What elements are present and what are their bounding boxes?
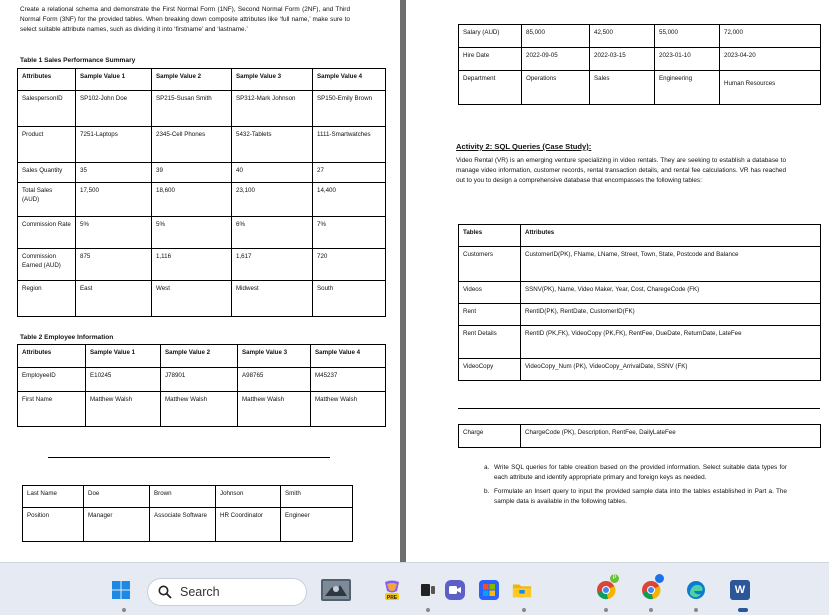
table-cell: Matthew Walsh (238, 392, 311, 427)
table-cell: A98765 (238, 368, 311, 392)
table-cell: ChargeCode (PK), Description, RentFee, DailyLateFee (521, 425, 821, 448)
table-cell: 14,400 (313, 183, 386, 217)
question-letter: b. (484, 488, 490, 495)
table-cell: Engineering (655, 71, 720, 105)
table-cell: SP312-Mark Johnson (232, 91, 313, 127)
taskbar (0, 562, 829, 615)
table-cell: 55,000 (655, 25, 720, 48)
table-cell: First Name (18, 392, 86, 427)
table-cell: Manager (84, 508, 150, 542)
table-cell: Charge (459, 425, 521, 448)
table-header: Attributes (521, 225, 821, 247)
table-cell: Brown (150, 486, 216, 508)
table-cell: Position (23, 508, 84, 542)
table-cell: 7251-Laptops (76, 127, 152, 163)
profile-badge: P (610, 574, 619, 583)
table1-caption: Table 1 Sales Performance Summary (20, 57, 136, 64)
word-icon[interactable]: W (730, 580, 750, 600)
table2-caption: Table 2 Employee Information (20, 334, 114, 341)
active-dot (122, 608, 126, 612)
table-cell: Commission Earned (AUD) (18, 249, 76, 281)
active-dot (426, 608, 430, 612)
table-cell: Johnson (216, 486, 281, 508)
table-cell: Total Sales (AUD) (18, 183, 76, 217)
svg-text:PRE: PRE (386, 595, 398, 601)
table-header: Attributes (18, 345, 86, 368)
employee-info-table (17, 344, 386, 427)
table-cell: 39 (152, 163, 232, 183)
table-cell: Salary (AUD) (459, 25, 522, 48)
table-cell: 17,500 (76, 183, 152, 217)
table-header: Sample Value 4 (311, 345, 386, 368)
table-cell: EmployeeID (18, 368, 86, 392)
table-cell: Matthew Walsh (311, 392, 386, 427)
table-cell: Customers (459, 247, 521, 282)
table-cell: Hire Date (459, 48, 522, 71)
table-header: Attributes (18, 69, 76, 91)
table-header: Sample Value 2 (161, 345, 238, 368)
store-icon[interactable] (479, 580, 499, 600)
file-explorer-icon[interactable] (512, 580, 532, 600)
table-cell: South (313, 281, 386, 317)
table-cell: 875 (76, 249, 152, 281)
table-cell: 5432-Tablets (232, 127, 313, 163)
table-cell: 2022-03-15 (590, 48, 655, 71)
task-view-icon[interactable] (418, 580, 438, 600)
table-cell: Matthew Walsh (86, 392, 161, 427)
windows-start-icon[interactable] (111, 580, 131, 600)
table-cell: Department (459, 71, 522, 105)
table-cell: Operations (522, 71, 590, 105)
table-cell: 6% (232, 217, 313, 249)
table-cell: E10245 (86, 368, 161, 392)
table-cell: CustomerID(PK), FName, LName, Street, Town, State, Postcode and Balance (521, 247, 821, 282)
table-cell: SP150-Emily Brown (313, 91, 386, 127)
section-divider (458, 408, 820, 409)
table-cell: VideoCopy_Num (PK), VideoCopy_ArrivalDate, SSNV (FK) (521, 359, 821, 381)
table-header: Sample Value 1 (76, 69, 152, 91)
table-cell: 1,617 (232, 249, 313, 281)
table-header: Sample Value 4 (313, 69, 386, 91)
employee-info-table-continued (22, 485, 353, 542)
table-cell: Associate Software (150, 508, 216, 542)
chrome-profile-icon[interactable] (641, 580, 661, 600)
charge-table (458, 424, 821, 448)
table-cell: Engineer (281, 508, 353, 542)
section-divider (48, 457, 330, 458)
table-cell: 2023-04-20 (720, 48, 821, 71)
table-cell: SP102-John Doe (76, 91, 152, 127)
search-icon (158, 585, 172, 599)
table-cell: 27 (313, 163, 386, 183)
active-dot (738, 608, 748, 612)
table-header: Sample Value 3 (232, 69, 313, 91)
table-cell: Midwest (232, 281, 313, 317)
table-header: Tables (459, 225, 521, 247)
table-cell: Matthew Walsh (161, 392, 238, 427)
table-cell: J78901 (161, 368, 238, 392)
table-header: Sample Value 3 (238, 345, 311, 368)
edge-icon[interactable] (686, 580, 706, 600)
table-cell: 40 (232, 163, 313, 183)
table-cell: West (152, 281, 232, 317)
table-cell: 720 (313, 249, 386, 281)
question-list (484, 463, 787, 507)
sales-performance-table (17, 68, 386, 317)
table-cell: 18,600 (152, 183, 232, 217)
table-cell: Human Resources (720, 71, 821, 105)
active-dot (649, 608, 653, 612)
copilot-icon[interactable] (382, 580, 402, 600)
table-cell: HR Coordinator (216, 508, 281, 542)
question-item (484, 463, 787, 483)
question-item (484, 487, 787, 507)
table-cell: Commission Rate (18, 217, 76, 249)
table-cell: SP215-Susan Smith (152, 91, 232, 127)
table-cell: SalespersonID (18, 91, 76, 127)
table-cell: Rent Details (459, 326, 521, 359)
search-placeholder: Search (180, 585, 220, 599)
activity-paragraph: Video Rental (VR) is an emerging venture specializing in video rentals. They are seeking to establish a database to manage video information, customer records, rental transaction details, and rental fee calculations. VR has reached out to you to design a comprehensive database that encompasses the following tables: (456, 157, 786, 184)
table-cell: 85,000 (522, 25, 590, 48)
table-cell: RentID(PK), RentDate, CustomerID(FK) (521, 304, 821, 326)
table-cell: 2023-01-10 (655, 48, 720, 71)
table-header: Sample Value 2 (152, 69, 232, 91)
table-cell: 23,100 (232, 183, 313, 217)
active-dot (604, 608, 608, 612)
taskbar-search-box[interactable] (147, 578, 307, 606)
document-page-left (0, 0, 400, 562)
table-cell: 42,500 (590, 25, 655, 48)
schema-table (458, 224, 821, 381)
question-text: Formulate an Insert query to input the provided sample data into the tables established in Part a. The sample data is available in the following tables. (494, 488, 787, 505)
table-cell: 35 (76, 163, 152, 183)
question-letter: a. (484, 464, 490, 471)
active-dot (522, 608, 526, 612)
employee-info-table-continued-2 (458, 24, 821, 105)
intro-paragraph: Create a relational schema and demonstrate the First Normal Form (1NF), Second Normal Form (2NF), and Third Normal Form (3NF) for the provided tables. When breaking down composite attributes like ‘full name,’ make sure to select suitable attribute names, such as dividing it into ‘firstname’ and ‘lastname.’ (20, 6, 350, 33)
question-text: Write SQL queries for table creation based on the provided information. Select suitable data types for each attribute and identify appropriate primary and foreign keys as needed. (494, 464, 787, 481)
table-cell: Sales (590, 71, 655, 105)
table-cell: Rent (459, 304, 521, 326)
table-cell: M45237 (311, 368, 386, 392)
table-cell: 72,000 (720, 25, 821, 48)
game-widget-icon[interactable] (321, 579, 351, 601)
table-cell: 7% (313, 217, 386, 249)
table-cell: Product (18, 127, 76, 163)
table-cell: Videos (459, 282, 521, 304)
table-cell: Last Name (23, 486, 84, 508)
table-cell: East (76, 281, 152, 317)
active-dot (694, 608, 698, 612)
table-header: Sample Value 1 (86, 345, 161, 368)
table-cell: Smith (281, 486, 353, 508)
camera-meet-icon[interactable] (445, 580, 465, 600)
chrome-icon[interactable] (596, 580, 616, 600)
table-cell: VideoCopy (459, 359, 521, 381)
table-cell: 2345-Cell Phones (152, 127, 232, 163)
table-cell: 2022-09-05 (522, 48, 590, 71)
table-cell: 1111-Smartwatches (313, 127, 386, 163)
profile-avatar-badge (655, 574, 664, 583)
table-cell: RentID (PK,FK), VideoCopy (PK,FK), RentFee, DueDate, ReturnDate, LateFee (521, 326, 821, 359)
table-cell: 1,116 (152, 249, 232, 281)
table-cell: Region (18, 281, 76, 317)
activity-heading: Activity 2: SQL Queries (Case Study): (456, 142, 592, 151)
table-cell: Doe (84, 486, 150, 508)
table-cell: Sales Quantity (18, 163, 76, 183)
table-cell: 5% (152, 217, 232, 249)
document-page-right (406, 0, 829, 562)
table-cell: SSNV(PK), Name, Video Maker, Year, Cost, CharegeCode (FK) (521, 282, 821, 304)
table-cell: 5% (76, 217, 152, 249)
